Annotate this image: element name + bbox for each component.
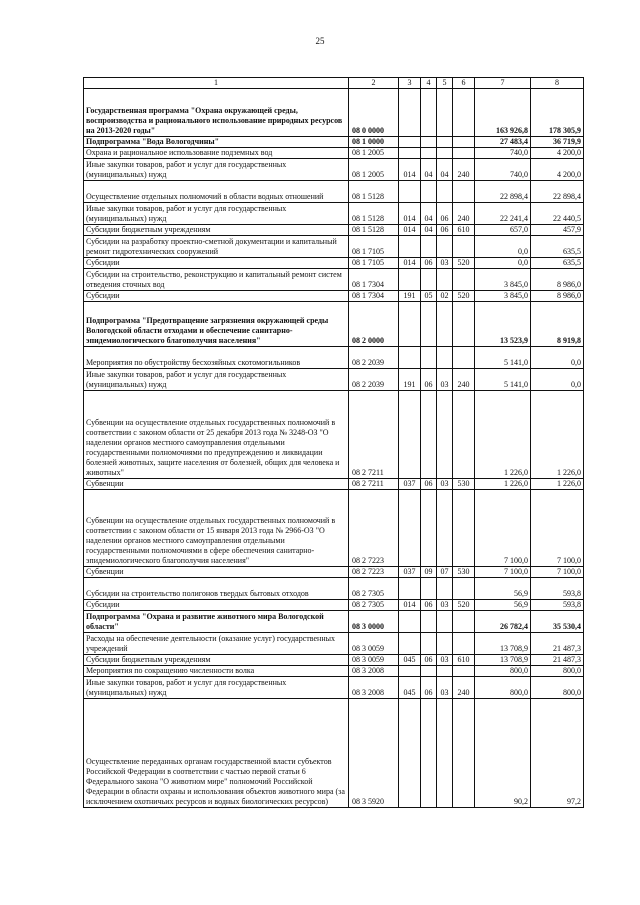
subsection-code: 03 bbox=[437, 258, 453, 269]
column-header: 5 bbox=[437, 78, 453, 89]
ministry-code bbox=[399, 611, 421, 633]
expense-type-code bbox=[453, 578, 475, 600]
subsection-code bbox=[437, 611, 453, 633]
subsection-code bbox=[437, 181, 453, 203]
section-code bbox=[421, 89, 437, 137]
amount-year-2: 457,9 bbox=[531, 225, 584, 236]
column-header: 1 bbox=[84, 78, 349, 89]
table-row bbox=[84, 225, 584, 236]
ministry-code bbox=[399, 490, 421, 567]
expense-type-code: 530 bbox=[453, 567, 475, 578]
section-code: 06 bbox=[421, 655, 437, 666]
ministry-code bbox=[399, 89, 421, 137]
row-description: Осуществление переданных органам государственной власти субъектов Российской Федерации в соответствии с частью первой статьи 6 Федерального закона "О животном мире" полномочий Российской Федерации в области охраны и использования объектов животного мира (за исключением охотничьих ресурсов и водных биологических ресурсов) bbox=[84, 699, 349, 808]
target-code: 08 2 7211 bbox=[349, 391, 399, 479]
subsection-code: 03 bbox=[437, 655, 453, 666]
row-description: Субсидии на строительство полигонов твердых бытовых отходов bbox=[84, 578, 349, 600]
row-description: Подпрограмма "Предотвращение загрязнения окружающей среды Вологодской области отходами и обеспечение санитарно-эпидемиологического благополучия населения" bbox=[84, 302, 349, 347]
amount-year-1: 13 523,9 bbox=[475, 302, 531, 347]
amount-year-1: 5 141,0 bbox=[475, 347, 531, 369]
expense-type-code bbox=[453, 699, 475, 808]
amount-year-2: 21 487,3 bbox=[531, 633, 584, 655]
ministry-code: 037 bbox=[399, 479, 421, 490]
amount-year-1: 22 241,4 bbox=[475, 203, 531, 225]
table-row bbox=[84, 611, 584, 633]
amount-year-2: 7 100,0 bbox=[531, 567, 584, 578]
table-row bbox=[84, 89, 584, 137]
table-row bbox=[84, 148, 584, 159]
row-description: Иные закупки товаров, работ и услуг для государственных (муниципальных) нужд bbox=[84, 369, 349, 391]
target-code: 08 2 7223 bbox=[349, 490, 399, 567]
amount-year-1: 22 898,4 bbox=[475, 181, 531, 203]
row-description: Субсидии bbox=[84, 258, 349, 269]
expense-type-code: 520 bbox=[453, 258, 475, 269]
ministry-code: 014 bbox=[399, 600, 421, 611]
expense-type-code bbox=[453, 611, 475, 633]
amount-year-1: 0,0 bbox=[475, 258, 531, 269]
column-header: 3 bbox=[399, 78, 421, 89]
row-description: Субвенции на осуществление отдельных государственных полномочий в соответствии с законом области от 15 января 2013 года № 2966-ОЗ "О наделении органов местного самоуправления отдельными государственными полномочиями в сфере обеспечения санитарно-эпидемиологического благополучия населения" bbox=[84, 490, 349, 567]
row-description: Расходы на обеспечение деятельности (оказание услуг) государственных учреждений bbox=[84, 633, 349, 655]
table-row bbox=[84, 600, 584, 611]
subsection-code: 03 bbox=[437, 677, 453, 699]
table-row bbox=[84, 269, 584, 291]
row-description: Подпрограмма "Вода Вологодчины" bbox=[84, 137, 349, 148]
amount-year-1: 13 708,9 bbox=[475, 633, 531, 655]
expense-type-code bbox=[453, 181, 475, 203]
target-code: 08 3 5920 bbox=[349, 699, 399, 808]
ministry-code: 037 bbox=[399, 567, 421, 578]
amount-year-2: 8 986,0 bbox=[531, 269, 584, 291]
subsection-code: 03 bbox=[437, 479, 453, 490]
ministry-code: 014 bbox=[399, 225, 421, 236]
ministry-code bbox=[399, 236, 421, 258]
section-code: 04 bbox=[421, 203, 437, 225]
expense-type-code bbox=[453, 391, 475, 479]
expense-type-code bbox=[453, 490, 475, 567]
target-code: 08 1 7304 bbox=[349, 269, 399, 291]
amount-year-2: 0,0 bbox=[531, 347, 584, 369]
ministry-code: 014 bbox=[399, 203, 421, 225]
subsection-code bbox=[437, 490, 453, 567]
target-code: 08 1 5128 bbox=[349, 181, 399, 203]
ministry-code: 045 bbox=[399, 655, 421, 666]
row-description: Субвенции bbox=[84, 479, 349, 490]
table-row bbox=[84, 258, 584, 269]
subsection-code: 03 bbox=[437, 369, 453, 391]
row-description: Иные закупки товаров, работ и услуг для государственных (муниципальных) нужд bbox=[84, 677, 349, 699]
table-row bbox=[84, 291, 584, 302]
section-code bbox=[421, 578, 437, 600]
expense-type-code: 520 bbox=[453, 291, 475, 302]
ministry-code bbox=[399, 666, 421, 677]
target-code: 08 1 5128 bbox=[349, 203, 399, 225]
target-code: 08 2 7223 bbox=[349, 567, 399, 578]
expense-type-code: 240 bbox=[453, 677, 475, 699]
section-code bbox=[421, 490, 437, 567]
amount-year-1: 800,0 bbox=[475, 677, 531, 699]
subsection-code: 03 bbox=[437, 600, 453, 611]
page-number: 25 bbox=[315, 36, 325, 46]
section-code bbox=[421, 633, 437, 655]
amount-year-2: 800,0 bbox=[531, 677, 584, 699]
section-code: 06 bbox=[421, 677, 437, 699]
amount-year-1: 3 845,0 bbox=[475, 291, 531, 302]
ministry-code: 014 bbox=[399, 258, 421, 269]
target-code: 08 2 7211 bbox=[349, 479, 399, 490]
amount-year-2: 178 305,9 bbox=[531, 89, 584, 137]
ministry-code bbox=[399, 148, 421, 159]
row-description: Субсидии bbox=[84, 600, 349, 611]
subsection-code: 04 bbox=[437, 159, 453, 181]
table-row bbox=[84, 203, 584, 225]
ministry-code bbox=[399, 578, 421, 600]
target-code: 08 1 0000 bbox=[349, 137, 399, 148]
amount-year-1: 7 100,0 bbox=[475, 567, 531, 578]
amount-year-2: 593,8 bbox=[531, 600, 584, 611]
section-code bbox=[421, 148, 437, 159]
ministry-code bbox=[399, 137, 421, 148]
target-code: 08 3 0059 bbox=[349, 655, 399, 666]
subsection-code: 07 bbox=[437, 567, 453, 578]
amount-year-1: 13 708,9 bbox=[475, 655, 531, 666]
row-description: Государственная программа "Охрана окружающей среды, воспроизводства и рационального использование природных ресурсов на 2013-2020 годы" bbox=[84, 89, 349, 137]
section-code bbox=[421, 181, 437, 203]
target-code: 08 1 2005 bbox=[349, 159, 399, 181]
row-description: Субсидии bbox=[84, 291, 349, 302]
ministry-code: 191 bbox=[399, 291, 421, 302]
expense-type-code bbox=[453, 89, 475, 137]
target-code: 08 3 0000 bbox=[349, 611, 399, 633]
subsection-code bbox=[437, 347, 453, 369]
expense-type-code: 530 bbox=[453, 479, 475, 490]
amount-year-2: 8 986,0 bbox=[531, 291, 584, 302]
table-row bbox=[84, 633, 584, 655]
amount-year-2: 36 719,9 bbox=[531, 137, 584, 148]
column-header: 4 bbox=[421, 78, 437, 89]
target-code: 08 2 7305 bbox=[349, 600, 399, 611]
section-code: 04 bbox=[421, 225, 437, 236]
budget-table bbox=[83, 77, 584, 808]
expense-type-code bbox=[453, 148, 475, 159]
expense-type-code bbox=[453, 269, 475, 291]
amount-year-2: 22 440,5 bbox=[531, 203, 584, 225]
amount-year-2: 35 530,4 bbox=[531, 611, 584, 633]
table-row bbox=[84, 479, 584, 490]
target-code: 08 3 2008 bbox=[349, 677, 399, 699]
subsection-code: 06 bbox=[437, 203, 453, 225]
target-code: 08 2 7305 bbox=[349, 578, 399, 600]
row-description: Подпрограмма "Охрана и развитие животного мира Вологодской области" bbox=[84, 611, 349, 633]
target-code: 08 2 0000 bbox=[349, 302, 399, 347]
row-description: Мероприятия по обустройству бесхозяйных скотомогильников bbox=[84, 347, 349, 369]
amount-year-2: 635,5 bbox=[531, 258, 584, 269]
subsection-code bbox=[437, 699, 453, 808]
amount-year-2: 635,5 bbox=[531, 236, 584, 258]
table-row bbox=[84, 347, 584, 369]
amount-year-2: 4 200,0 bbox=[531, 148, 584, 159]
subsection-code: 02 bbox=[437, 291, 453, 302]
amount-year-1: 7 100,0 bbox=[475, 490, 531, 567]
row-description: Субвенции на осуществление отдельных государственных полномочий в соответствии с законом области от 25 декабря 2013 года № 3248-ОЗ "О наделении органов местного самоуправления отдельными государственными полномочиями по предупреждению и ликвидации болезней животных, защите населения от болезней, общих для человека и животных" bbox=[84, 391, 349, 479]
expense-type-code bbox=[453, 137, 475, 148]
row-description: Субсидии бюджетным учреждениям bbox=[84, 225, 349, 236]
table-row bbox=[84, 302, 584, 347]
table-row bbox=[84, 490, 584, 567]
amount-year-1: 56,9 bbox=[475, 600, 531, 611]
section-code: 05 bbox=[421, 291, 437, 302]
subsection-code bbox=[437, 666, 453, 677]
ministry-code: 014 bbox=[399, 159, 421, 181]
expense-type-code bbox=[453, 633, 475, 655]
table-row bbox=[84, 578, 584, 600]
target-code: 08 1 5128 bbox=[349, 225, 399, 236]
amount-year-1: 163 926,8 bbox=[475, 89, 531, 137]
amount-year-1: 90,2 bbox=[475, 699, 531, 808]
section-code bbox=[421, 137, 437, 148]
amount-year-2: 1 226,0 bbox=[531, 391, 584, 479]
amount-year-2: 8 919,8 bbox=[531, 302, 584, 347]
amount-year-2: 22 898,4 bbox=[531, 181, 584, 203]
subsection-code bbox=[437, 269, 453, 291]
amount-year-2: 7 100,0 bbox=[531, 490, 584, 567]
amount-year-1: 56,9 bbox=[475, 578, 531, 600]
column-header: 7 bbox=[475, 78, 531, 89]
ministry-code bbox=[399, 181, 421, 203]
amount-year-2: 593,8 bbox=[531, 578, 584, 600]
row-description: Субсидии на строительство, реконструкцию и капитальный ремонт систем отведения сточных вод bbox=[84, 269, 349, 291]
subsection-code bbox=[437, 89, 453, 137]
subsection-code bbox=[437, 148, 453, 159]
expense-type-code bbox=[453, 666, 475, 677]
section-code bbox=[421, 699, 437, 808]
target-code: 08 0 0000 bbox=[349, 89, 399, 137]
target-code: 08 1 2005 bbox=[349, 148, 399, 159]
amount-year-2: 0,0 bbox=[531, 369, 584, 391]
expense-type-code: 240 bbox=[453, 159, 475, 181]
subsection-code bbox=[437, 137, 453, 148]
expense-type-code bbox=[453, 236, 475, 258]
subsection-code bbox=[437, 578, 453, 600]
ministry-code: 191 bbox=[399, 369, 421, 391]
section-code bbox=[421, 611, 437, 633]
subsection-code: 06 bbox=[437, 225, 453, 236]
row-description: Иные закупки товаров, работ и услуг для государственных (муниципальных) нужд bbox=[84, 203, 349, 225]
amount-year-1: 27 483,4 bbox=[475, 137, 531, 148]
section-code bbox=[421, 236, 437, 258]
row-description: Мероприятия по сокращению численности волка bbox=[84, 666, 349, 677]
amount-year-1: 1 226,0 bbox=[475, 391, 531, 479]
section-code bbox=[421, 269, 437, 291]
ministry-code bbox=[399, 391, 421, 479]
expense-type-code: 240 bbox=[453, 369, 475, 391]
section-code: 06 bbox=[421, 369, 437, 391]
target-code: 08 1 7105 bbox=[349, 258, 399, 269]
amount-year-1: 0,0 bbox=[475, 236, 531, 258]
column-header: 2 bbox=[349, 78, 399, 89]
target-code: 08 1 7105 bbox=[349, 236, 399, 258]
table-row bbox=[84, 369, 584, 391]
expense-type-code: 520 bbox=[453, 600, 475, 611]
amount-year-2: 800,0 bbox=[531, 666, 584, 677]
subsection-code bbox=[437, 302, 453, 347]
amount-year-1: 740,0 bbox=[475, 159, 531, 181]
section-code bbox=[421, 302, 437, 347]
target-code: 08 1 7304 bbox=[349, 291, 399, 302]
row-description: Субсидии бюджетным учреждениям bbox=[84, 655, 349, 666]
target-code: 08 3 0059 bbox=[349, 633, 399, 655]
amount-year-2: 97,2 bbox=[531, 699, 584, 808]
table-row bbox=[84, 567, 584, 578]
table-row bbox=[84, 655, 584, 666]
column-header: 6 bbox=[453, 78, 475, 89]
table-row bbox=[84, 236, 584, 258]
section-code bbox=[421, 391, 437, 479]
row-description: Субвенции bbox=[84, 567, 349, 578]
amount-year-1: 26 782,4 bbox=[475, 611, 531, 633]
table-row bbox=[84, 137, 584, 148]
amount-year-2: 1 226,0 bbox=[531, 479, 584, 490]
section-code: 06 bbox=[421, 600, 437, 611]
table-row bbox=[84, 391, 584, 479]
section-code bbox=[421, 666, 437, 677]
expense-type-code: 610 bbox=[453, 655, 475, 666]
section-code: 06 bbox=[421, 479, 437, 490]
row-description: Охрана и рациональное использование подземных вод bbox=[84, 148, 349, 159]
ministry-code bbox=[399, 347, 421, 369]
subsection-code bbox=[437, 236, 453, 258]
ministry-code bbox=[399, 699, 421, 808]
column-header: 8 bbox=[531, 78, 584, 89]
expense-type-code bbox=[453, 347, 475, 369]
target-code: 08 3 2008 bbox=[349, 666, 399, 677]
expense-type-code bbox=[453, 302, 475, 347]
target-code: 08 2 2039 bbox=[349, 369, 399, 391]
table-row bbox=[84, 159, 584, 181]
ministry-code bbox=[399, 269, 421, 291]
target-code: 08 2 2039 bbox=[349, 347, 399, 369]
subsection-code bbox=[437, 391, 453, 479]
section-code: 06 bbox=[421, 258, 437, 269]
ministry-code bbox=[399, 633, 421, 655]
row-description: Осуществление отдельных полномочий в области водных отношений bbox=[84, 181, 349, 203]
amount-year-1: 1 226,0 bbox=[475, 479, 531, 490]
amount-year-2: 4 200,0 bbox=[531, 159, 584, 181]
amount-year-2: 21 487,3 bbox=[531, 655, 584, 666]
section-code bbox=[421, 347, 437, 369]
row-description: Иные закупки товаров, работ и услуг для государственных (муниципальных) нужд bbox=[84, 159, 349, 181]
table-row bbox=[84, 699, 584, 808]
expense-type-code: 240 bbox=[453, 203, 475, 225]
amount-year-1: 740,0 bbox=[475, 148, 531, 159]
row-description: Субсидии на разработку проектно-сметной документации и капитальный ремонт гидротехнических сооружений bbox=[84, 236, 349, 258]
table-row bbox=[84, 677, 584, 699]
amount-year-1: 800,0 bbox=[475, 666, 531, 677]
amount-year-1: 5 141,0 bbox=[475, 369, 531, 391]
section-code: 09 bbox=[421, 567, 437, 578]
table-row bbox=[84, 181, 584, 203]
ministry-code bbox=[399, 302, 421, 347]
expense-type-code: 610 bbox=[453, 225, 475, 236]
table-row bbox=[84, 666, 584, 677]
ministry-code: 045 bbox=[399, 677, 421, 699]
amount-year-1: 657,0 bbox=[475, 225, 531, 236]
table-header-row bbox=[84, 78, 584, 89]
amount-year-1: 3 845,0 bbox=[475, 269, 531, 291]
subsection-code bbox=[437, 633, 453, 655]
section-code: 04 bbox=[421, 159, 437, 181]
